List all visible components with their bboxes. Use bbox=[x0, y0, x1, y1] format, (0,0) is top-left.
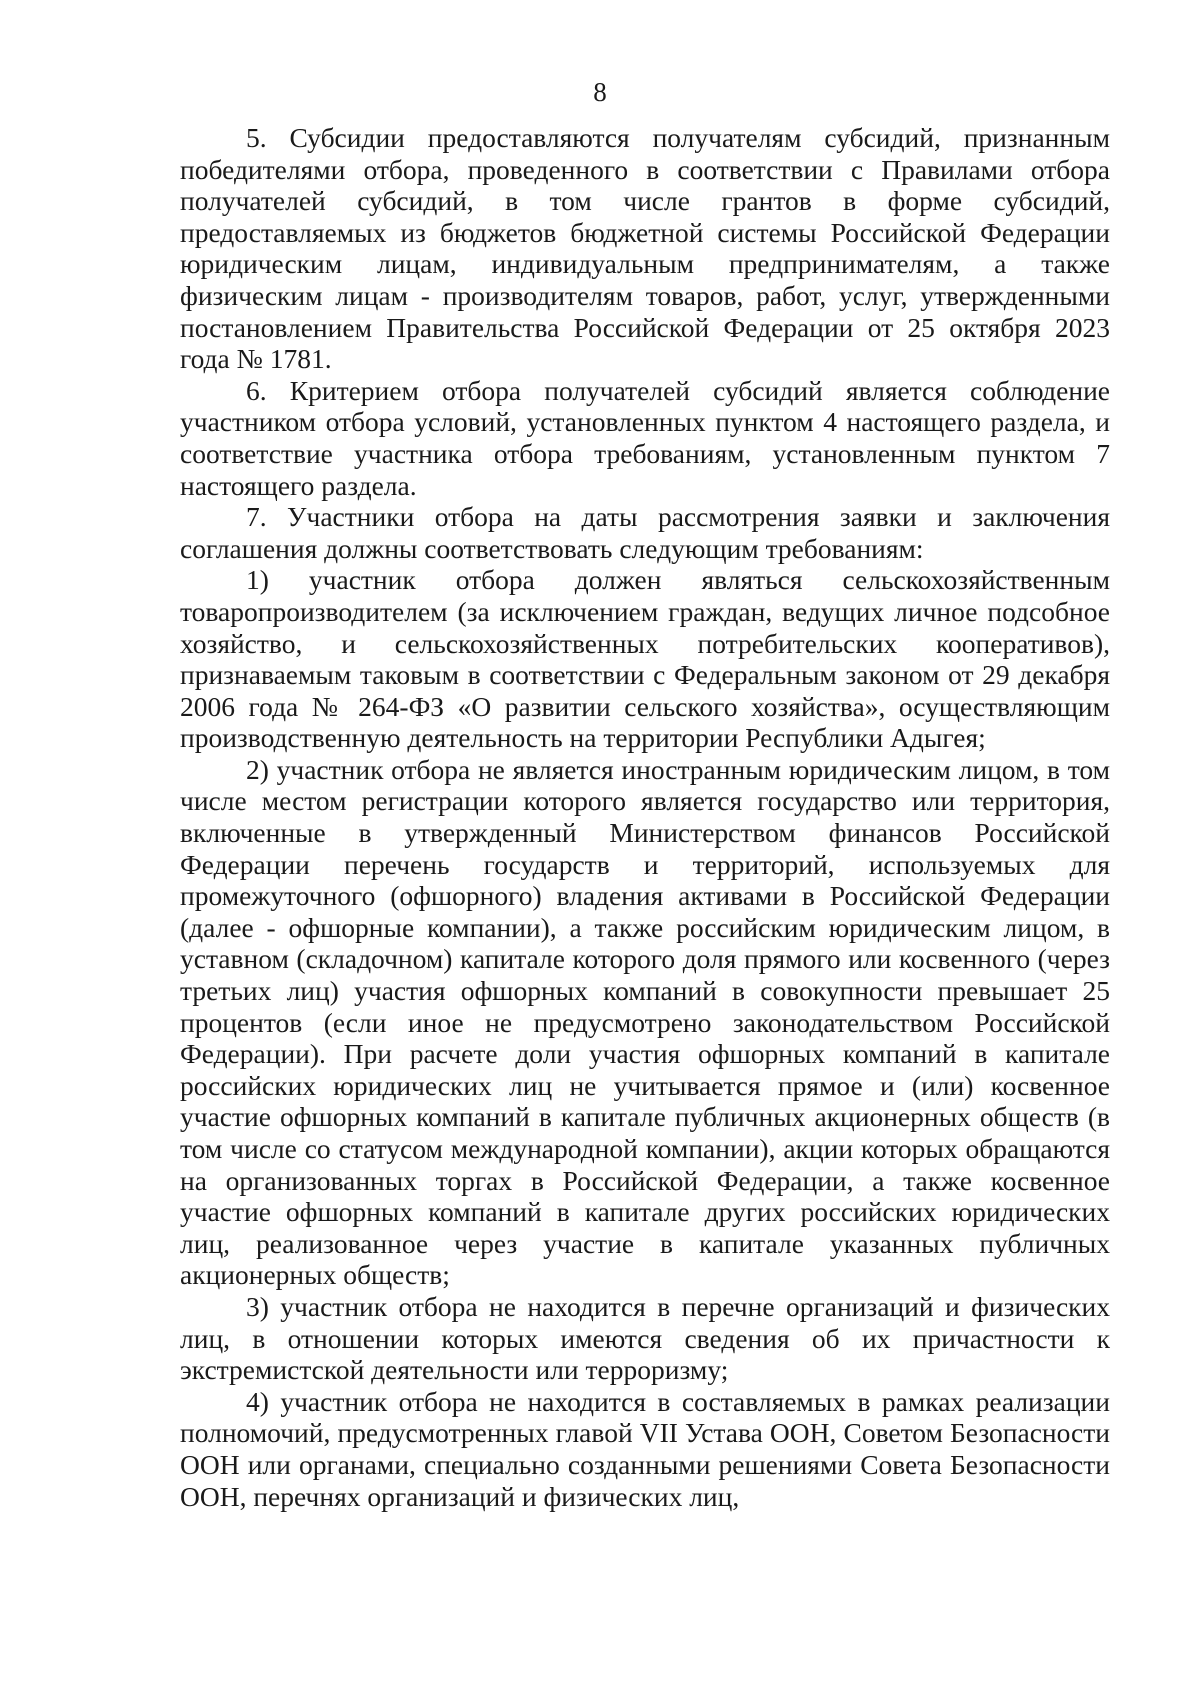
requirement-4-not-un-list: 4) участник отбора не находится в составляемых в рамках реализации полномочий, предусмотренных главой VII Устава ООН, Советом Безопасности ООН или органами, специально созданными решениями Совета Безопасности ООН, перечнях организаций и физических лиц, bbox=[180, 1385, 1110, 1512]
document-body bbox=[180, 122, 1110, 1512]
paragraph-6-selection-criterion: 6. Критерием отбора получателей субсидий является соблюдение участником отбора условий, установленных пунктом 4 настоящего раздела, и соответствие участника отбора требованиям, установленным пунктом 7 настоящего раздела. bbox=[180, 374, 1110, 501]
paragraph-5-subsidies: 5. Субсидии предоставляются получателям субсидий, признанным победителями отбора, проведенного в соответствии с Правилами отбора получателей субсидий, в том числе грантов в форме субсидий, предоставляемых из бюджетов бюджетной системы Российской Федерации юридическим лицам, индивидуальным предпринимателям, а также физическим лицам - производителям товаров, работ, услуг, утвержденными постановлением Правительства Российской Федерации от 25 октября 2023 года № 1781. bbox=[180, 122, 1110, 375]
requirement-1-agricultural-producer: 1) участник отбора должен являться сельскохозяйственным товаропроизводителем (за исключением граждан, ведущих личное подсобное хозяйство, и сельскохозяйственных потребительских кооперативов), признаваемым таковым в соответствии с Федеральным законом от 29 декабря 2006 года № 264-ФЗ «О развитии сельского хозяйства», осуществляющим производственную деятельность на территории Республики Адыгея; bbox=[180, 564, 1110, 754]
paragraph-7-participant-requirements: 7. Участники отбора на даты рассмотрения заявки и заключения соглашения должны соответствовать следующим требованиям: bbox=[180, 501, 1110, 564]
requirement-2-not-foreign-entity: 2) участник отбора не является иностранным юридическим лицом, в том числе местом регистрации которого является государство или территория, включенные в утвержденный Министерством финансов Российской Федерации перечень государств и территорий, используемых для промежуточного (офшорного) владения активами в Российской Федерации (далее - офшорные компании), а также российским юридическим лицом, в уставном (складочном) капитале которого доля прямого или косвенного (через третьих лиц) участия офшорных компаний в совокупности превышает 25 процентов (если иное не предусмотрено законодательством Российской Федерации). При расчете доли участия офшорных компаний в капитале российских юридических лиц не учитывается прямое и (или) косвенное участие офшорных компаний в капитале публичных акционерных обществ (в том числе со статусом международной компании), акции которых обращаются на организованных торгах в Российской Федерации, а также косвенное участие офшорных компаний в капитале других российских юридических лиц, реализованное через участие в капитале указанных публичных акционерных обществ; bbox=[180, 753, 1110, 1291]
page-number: 8 bbox=[593, 77, 607, 107]
requirement-3-not-extremist-list: 3) участник отбора не находится в перечне организаций и физических лиц, в отношении которых имеются сведения об их причастности к экстремистской деятельности или терроризму; bbox=[180, 1290, 1110, 1386]
